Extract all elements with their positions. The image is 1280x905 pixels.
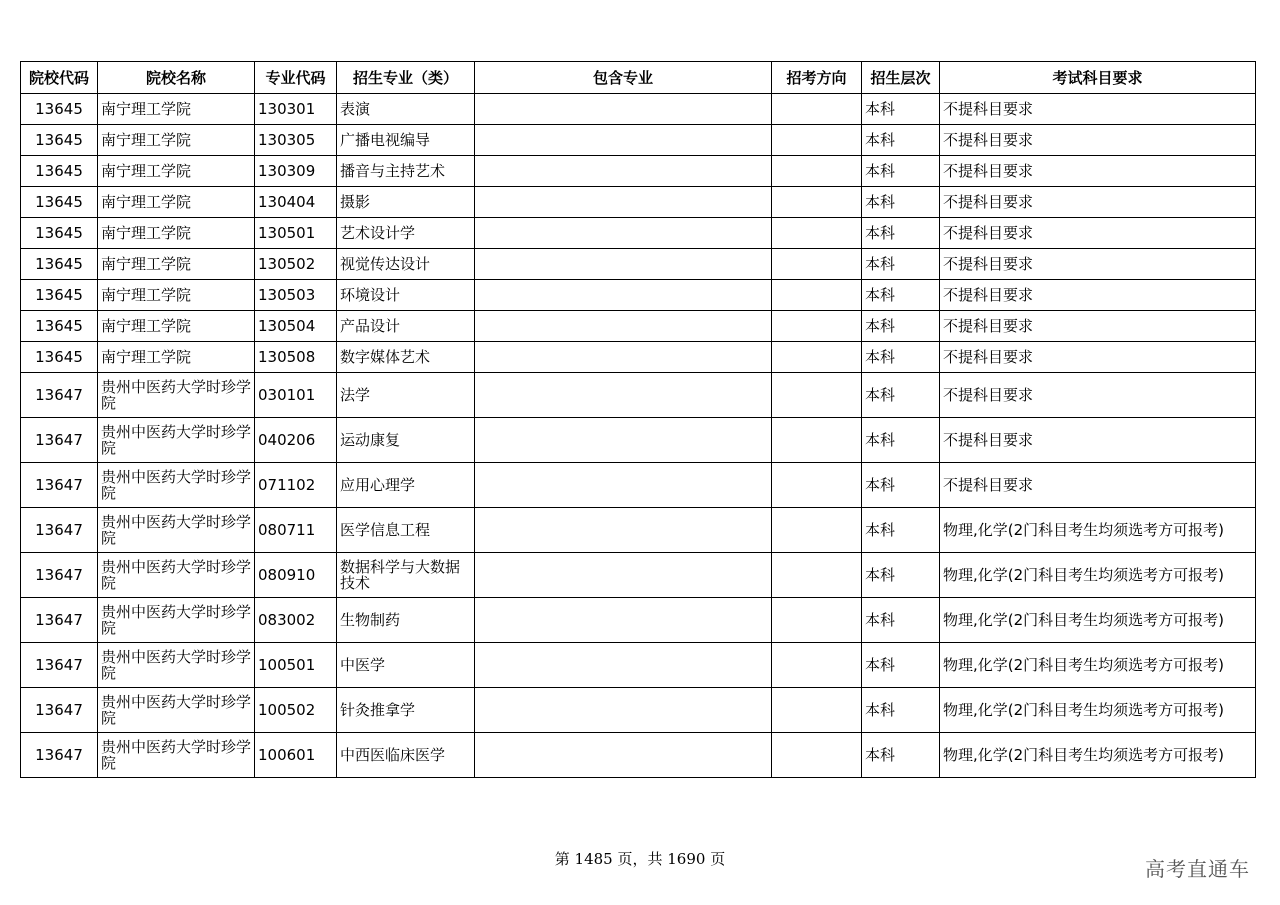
- header-school-code: 院校代码: [21, 62, 98, 94]
- header-subject-requirement: 考试科目要求: [940, 62, 1256, 94]
- school-code-cell: 13647: [21, 598, 98, 643]
- table-row: [21, 342, 1256, 373]
- header-school-name: 院校名称: [98, 62, 255, 94]
- table-row: [21, 280, 1256, 311]
- subject-requirement-cell: 物理,化学(2门科目考生均须选考方可报考): [940, 598, 1256, 643]
- major-code-cell: 130301: [255, 94, 337, 125]
- included-majors-cell: [475, 311, 772, 342]
- major-cell: 运动康复: [337, 418, 475, 463]
- major-cell: 艺术设计学: [337, 218, 475, 249]
- included-majors-cell: [475, 280, 772, 311]
- school-code-cell: 13645: [21, 249, 98, 280]
- level-cell: 本科: [862, 463, 940, 508]
- major-code-cell: 040206: [255, 418, 337, 463]
- direction-cell: [772, 156, 862, 187]
- direction-cell: [772, 187, 862, 218]
- major-cell: 广播电视编导: [337, 125, 475, 156]
- school-code-cell: 13645: [21, 187, 98, 218]
- school-name-cell: 南宁理工学院: [98, 187, 255, 218]
- table-row: [21, 733, 1256, 778]
- major-cell: 数字媒体艺术: [337, 342, 475, 373]
- subject-requirement-cell: 不提科目要求: [940, 125, 1256, 156]
- included-majors-cell: [475, 553, 772, 598]
- school-name-cell: 贵州中医药大学时珍学院: [98, 418, 255, 463]
- major-code-cell: 100601: [255, 733, 337, 778]
- included-majors-cell: [475, 598, 772, 643]
- table-row: [21, 688, 1256, 733]
- level-cell: 本科: [862, 508, 940, 553]
- major-cell: 视觉传达设计: [337, 249, 475, 280]
- level-cell: 本科: [862, 688, 940, 733]
- major-cell: 数据科学与大数据技术: [337, 553, 475, 598]
- direction-cell: [772, 311, 862, 342]
- included-majors-cell: [475, 688, 772, 733]
- school-code-cell: 13647: [21, 508, 98, 553]
- school-code-cell: 13645: [21, 94, 98, 125]
- school-name-cell: 贵州中医药大学时珍学院: [98, 643, 255, 688]
- major-cell: 针灸推拿学: [337, 688, 475, 733]
- school-name-cell: 贵州中医药大学时珍学院: [98, 553, 255, 598]
- major-cell: 中医学: [337, 643, 475, 688]
- direction-cell: [772, 218, 862, 249]
- level-cell: 本科: [862, 156, 940, 187]
- major-code-cell: 130501: [255, 218, 337, 249]
- subject-requirement-cell: 不提科目要求: [940, 463, 1256, 508]
- school-code-cell: 13647: [21, 733, 98, 778]
- major-cell: 中西医临床医学: [337, 733, 475, 778]
- major-cell: 摄影: [337, 187, 475, 218]
- direction-cell: [772, 598, 862, 643]
- page-number: 第 1485 页，共 1690 页: [554, 850, 726, 868]
- subject-requirement-cell: 不提科目要求: [940, 156, 1256, 187]
- major-code-cell: 080711: [255, 508, 337, 553]
- included-majors-cell: [475, 373, 772, 418]
- major-code-cell: 130404: [255, 187, 337, 218]
- major-code-cell: 071102: [255, 463, 337, 508]
- direction-cell: [772, 94, 862, 125]
- level-cell: 本科: [862, 733, 940, 778]
- header-direction: 招考方向: [772, 62, 862, 94]
- school-code-cell: 13647: [21, 463, 98, 508]
- included-majors-cell: [475, 218, 772, 249]
- major-cell: 医学信息工程: [337, 508, 475, 553]
- admissions-table: [20, 61, 1256, 778]
- school-name-cell: 南宁理工学院: [98, 125, 255, 156]
- included-majors-cell: [475, 94, 772, 125]
- included-majors-cell: [475, 463, 772, 508]
- subject-requirement-cell: 物理,化学(2门科目考生均须选考方可报考): [940, 643, 1256, 688]
- subject-requirement-cell: 物理,化学(2门科目考生均须选考方可报考): [940, 553, 1256, 598]
- major-code-cell: 130503: [255, 280, 337, 311]
- table-row: [21, 373, 1256, 418]
- school-code-cell: 13647: [21, 373, 98, 418]
- table-row: [21, 94, 1256, 125]
- included-majors-cell: [475, 418, 772, 463]
- major-cell: 生物制药: [337, 598, 475, 643]
- school-name-cell: 贵州中医药大学时珍学院: [98, 508, 255, 553]
- school-code-cell: 13647: [21, 553, 98, 598]
- direction-cell: [772, 418, 862, 463]
- major-code-cell: 130504: [255, 311, 337, 342]
- school-name-cell: 南宁理工学院: [98, 218, 255, 249]
- level-cell: 本科: [862, 311, 940, 342]
- school-name-cell: 贵州中医药大学时珍学院: [98, 373, 255, 418]
- school-code-cell: 13645: [21, 156, 98, 187]
- included-majors-cell: [475, 643, 772, 688]
- table-row: [21, 418, 1256, 463]
- included-majors-cell: [475, 187, 772, 218]
- direction-cell: [772, 249, 862, 280]
- level-cell: 本科: [862, 373, 940, 418]
- table-row: [21, 508, 1256, 553]
- school-name-cell: 南宁理工学院: [98, 156, 255, 187]
- subject-requirement-cell: 不提科目要求: [940, 249, 1256, 280]
- header-included-majors: 包含专业: [475, 62, 772, 94]
- level-cell: 本科: [862, 94, 940, 125]
- table-row: [21, 249, 1256, 280]
- subject-requirement-cell: 不提科目要求: [940, 218, 1256, 249]
- level-cell: 本科: [862, 342, 940, 373]
- watermark: 高考直通车: [1145, 857, 1250, 881]
- major-code-cell: 130508: [255, 342, 337, 373]
- level-cell: 本科: [862, 598, 940, 643]
- subject-requirement-cell: 不提科目要求: [940, 418, 1256, 463]
- school-code-cell: 13645: [21, 342, 98, 373]
- subject-requirement-cell: 不提科目要求: [940, 94, 1256, 125]
- level-cell: 本科: [862, 643, 940, 688]
- school-code-cell: 13647: [21, 688, 98, 733]
- included-majors-cell: [475, 342, 772, 373]
- direction-cell: [772, 733, 862, 778]
- subject-requirement-cell: 物理,化学(2门科目考生均须选考方可报考): [940, 508, 1256, 553]
- header-level: 招生层次: [862, 62, 940, 94]
- school-code-cell: 13645: [21, 311, 98, 342]
- direction-cell: [772, 643, 862, 688]
- level-cell: 本科: [862, 218, 940, 249]
- included-majors-cell: [475, 156, 772, 187]
- school-name-cell: 南宁理工学院: [98, 280, 255, 311]
- school-name-cell: 南宁理工学院: [98, 342, 255, 373]
- table-row: [21, 598, 1256, 643]
- direction-cell: [772, 125, 862, 156]
- major-cell: 环境设计: [337, 280, 475, 311]
- direction-cell: [772, 463, 862, 508]
- table-row: [21, 187, 1256, 218]
- subject-requirement-cell: 不提科目要求: [940, 280, 1256, 311]
- level-cell: 本科: [862, 280, 940, 311]
- school-name-cell: 贵州中医药大学时珍学院: [98, 598, 255, 643]
- direction-cell: [772, 508, 862, 553]
- school-name-cell: 南宁理工学院: [98, 94, 255, 125]
- school-name-cell: 贵州中医药大学时珍学院: [98, 688, 255, 733]
- direction-cell: [772, 688, 862, 733]
- subject-requirement-cell: 不提科目要求: [940, 311, 1256, 342]
- school-name-cell: 南宁理工学院: [98, 249, 255, 280]
- included-majors-cell: [475, 125, 772, 156]
- table-row: [21, 311, 1256, 342]
- included-majors-cell: [475, 508, 772, 553]
- subject-requirement-cell: 物理,化学(2门科目考生均须选考方可报考): [940, 733, 1256, 778]
- school-code-cell: 13647: [21, 643, 98, 688]
- school-code-cell: 13647: [21, 418, 98, 463]
- included-majors-cell: [475, 733, 772, 778]
- subject-requirement-cell: 不提科目要求: [940, 373, 1256, 418]
- table-row: [21, 156, 1256, 187]
- school-code-cell: 13645: [21, 125, 98, 156]
- major-cell: 产品设计: [337, 311, 475, 342]
- direction-cell: [772, 280, 862, 311]
- major-code-cell: 130502: [255, 249, 337, 280]
- table-row: [21, 125, 1256, 156]
- major-code-cell: 083002: [255, 598, 337, 643]
- header-major-code: 专业代码: [255, 62, 337, 94]
- major-code-cell: 080910: [255, 553, 337, 598]
- direction-cell: [772, 342, 862, 373]
- direction-cell: [772, 373, 862, 418]
- major-code-cell: 130309: [255, 156, 337, 187]
- included-majors-cell: [475, 249, 772, 280]
- major-cell: 应用心理学: [337, 463, 475, 508]
- major-cell: 法学: [337, 373, 475, 418]
- level-cell: 本科: [862, 249, 940, 280]
- level-cell: 本科: [862, 418, 940, 463]
- subject-requirement-cell: 物理,化学(2门科目考生均须选考方可报考): [940, 688, 1256, 733]
- school-name-cell: 贵州中医药大学时珍学院: [98, 463, 255, 508]
- header-major: 招生专业（类）: [337, 62, 475, 94]
- school-code-cell: 13645: [21, 218, 98, 249]
- major-code-cell: 030101: [255, 373, 337, 418]
- major-cell: 表演: [337, 94, 475, 125]
- direction-cell: [772, 553, 862, 598]
- table-row: [21, 463, 1256, 508]
- school-name-cell: 贵州中医药大学时珍学院: [98, 733, 255, 778]
- table-row: [21, 643, 1256, 688]
- major-code-cell: 100501: [255, 643, 337, 688]
- major-cell: 播音与主持艺术: [337, 156, 475, 187]
- table-header-row: [21, 62, 1256, 94]
- major-code-cell: 130305: [255, 125, 337, 156]
- subject-requirement-cell: 不提科目要求: [940, 342, 1256, 373]
- table-row: [21, 553, 1256, 598]
- school-name-cell: 南宁理工学院: [98, 311, 255, 342]
- level-cell: 本科: [862, 125, 940, 156]
- school-code-cell: 13645: [21, 280, 98, 311]
- level-cell: 本科: [862, 553, 940, 598]
- major-code-cell: 100502: [255, 688, 337, 733]
- subject-requirement-cell: 不提科目要求: [940, 187, 1256, 218]
- table-row: [21, 218, 1256, 249]
- level-cell: 本科: [862, 187, 940, 218]
